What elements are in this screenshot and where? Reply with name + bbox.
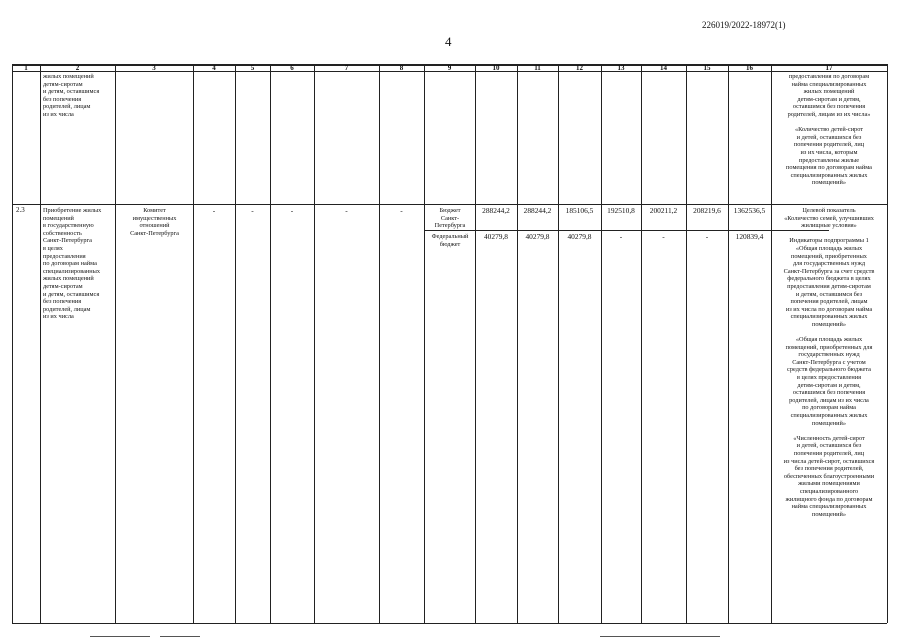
column-header: 16 bbox=[746, 64, 753, 72]
column-header: 11 bbox=[534, 64, 541, 72]
page-number: 4 bbox=[445, 34, 452, 49]
value-cell: - bbox=[705, 232, 709, 241]
column-border bbox=[235, 64, 236, 623]
value-cell: 1362536,5 bbox=[733, 206, 766, 215]
column-header: 5 bbox=[250, 64, 255, 72]
value-cell: - bbox=[619, 232, 623, 241]
scan-artifact bbox=[90, 636, 150, 637]
column-header: 1 bbox=[24, 64, 28, 72]
value-cell: 40279,8 bbox=[567, 232, 592, 241]
value-cell: 185106,5 bbox=[565, 206, 594, 215]
dash-cell: - bbox=[345, 206, 348, 215]
scan-artifact bbox=[600, 636, 720, 637]
column-header: 13 bbox=[617, 64, 625, 72]
value-cell: 288244,2 bbox=[523, 206, 552, 215]
column-border bbox=[12, 64, 13, 623]
row-separator bbox=[12, 204, 887, 205]
column-header: 3 bbox=[152, 64, 156, 72]
column-border bbox=[558, 64, 559, 623]
prev-row-name: жилых помещений детям-сиротам и детям, оставшимся без попечения родителей, лицам из их числа bbox=[43, 73, 100, 118]
table-bottom-border bbox=[12, 623, 887, 624]
value-cell: 200211,2 bbox=[649, 206, 678, 215]
funding-source-federal: Федеральный бюджет bbox=[431, 233, 469, 248]
column-border bbox=[641, 64, 642, 623]
column-border bbox=[424, 64, 425, 623]
column-header: 7 bbox=[344, 64, 349, 72]
funding-source-spb: Бюджет Санкт- Петербурга bbox=[434, 207, 466, 230]
column-border bbox=[379, 64, 380, 623]
row-executor: Комитет имущественных отношений Санкт-Петербурга bbox=[130, 207, 179, 237]
value-cell: 40279,8 bbox=[525, 232, 550, 241]
source-separator bbox=[424, 230, 829, 231]
column-border bbox=[517, 64, 518, 623]
column-border bbox=[314, 64, 315, 623]
document-number: 226019/2022-18972(1) bbox=[702, 20, 786, 30]
value-cell: 208219,6 bbox=[693, 206, 721, 215]
column-header: 4 bbox=[212, 64, 216, 72]
column-header: 9 bbox=[447, 64, 452, 72]
column-header: 8 bbox=[399, 64, 404, 72]
column-header: 2 bbox=[75, 64, 80, 72]
column-header: 15 bbox=[703, 64, 711, 72]
column-border bbox=[40, 64, 41, 623]
column-header: 6 bbox=[290, 64, 294, 72]
column-border bbox=[270, 64, 271, 623]
column-header: 17 bbox=[825, 64, 833, 72]
row-indicators: Целевой показатель «Количество семей, улучшивших жилищные условия» Индикаторы подпрограммы 1 «Общая площадь жилых помещений, приобретенных для государственных нужд Санкт-Петербурга за счет средств федерального бюджета в целях предоставления детям-сиротам и детям, оставшимся без попечения родителей, лицам из их числа по договорам найма специализированных жилых помещений» «Общая площадь жилых помещений, приобретенных для государственных нужд Санкт-Петербурга с учетом средств федерального бюджета в целях предоставления детям-сиротам и детям, оставшимся без попечения родителей, лицам из их числа по договорам найма специализированных жилых помещений» «Численность детей-сирот и детей, оставшихся без попечения родителей, лиц из числа детей-сирот, оставшихся без попечения родителей, обеспеченных благоустроенными жилыми помещениями специализированного жилищного фонда по договорам найма специализированных помещений» bbox=[783, 207, 875, 518]
scan-artifact bbox=[160, 636, 200, 637]
row-number: 2.3 bbox=[16, 206, 25, 214]
value-cell: 40279,8 bbox=[483, 232, 509, 241]
column-border bbox=[193, 64, 194, 623]
column-border bbox=[601, 64, 602, 623]
prev-row-indicators: предоставления по договорам найма специализированных жилых помещений детям-сиротам и детям, оставшимся без попечения родителей, лицам из их числа» «Количество детей-сирот и детей, оставшихся без попечения родителей, лиц из их числа, которым предоставлены жилые помещения по договорам найма специализированных жилых помещений» bbox=[786, 73, 872, 187]
dash-cell: - bbox=[290, 206, 294, 215]
column-border bbox=[115, 64, 116, 623]
dash-cell: - bbox=[212, 206, 216, 215]
column-header: 14 bbox=[660, 64, 667, 72]
column-border bbox=[887, 64, 888, 623]
value-cell: - bbox=[662, 232, 665, 241]
value-cell: 288244,2 bbox=[482, 206, 510, 215]
row-name: Приобретение жилых помещений в государственную собственность Санкт-Петербурга в целях предоставления по договорам найма специализированных жилых помещений детям-сиротам и детям, оставшимся без попечения родителей, лицам из их числа bbox=[43, 207, 102, 321]
dash-cell: - bbox=[251, 206, 254, 215]
column-border bbox=[728, 64, 729, 623]
column-header: 10 bbox=[492, 64, 500, 72]
column-header: 12 bbox=[576, 64, 583, 72]
column-border bbox=[686, 64, 687, 623]
value-cell: 192510,8 bbox=[607, 206, 635, 215]
value-cell: 120839,4 bbox=[735, 232, 764, 241]
column-border bbox=[475, 64, 476, 623]
dash-cell: - bbox=[400, 206, 403, 215]
